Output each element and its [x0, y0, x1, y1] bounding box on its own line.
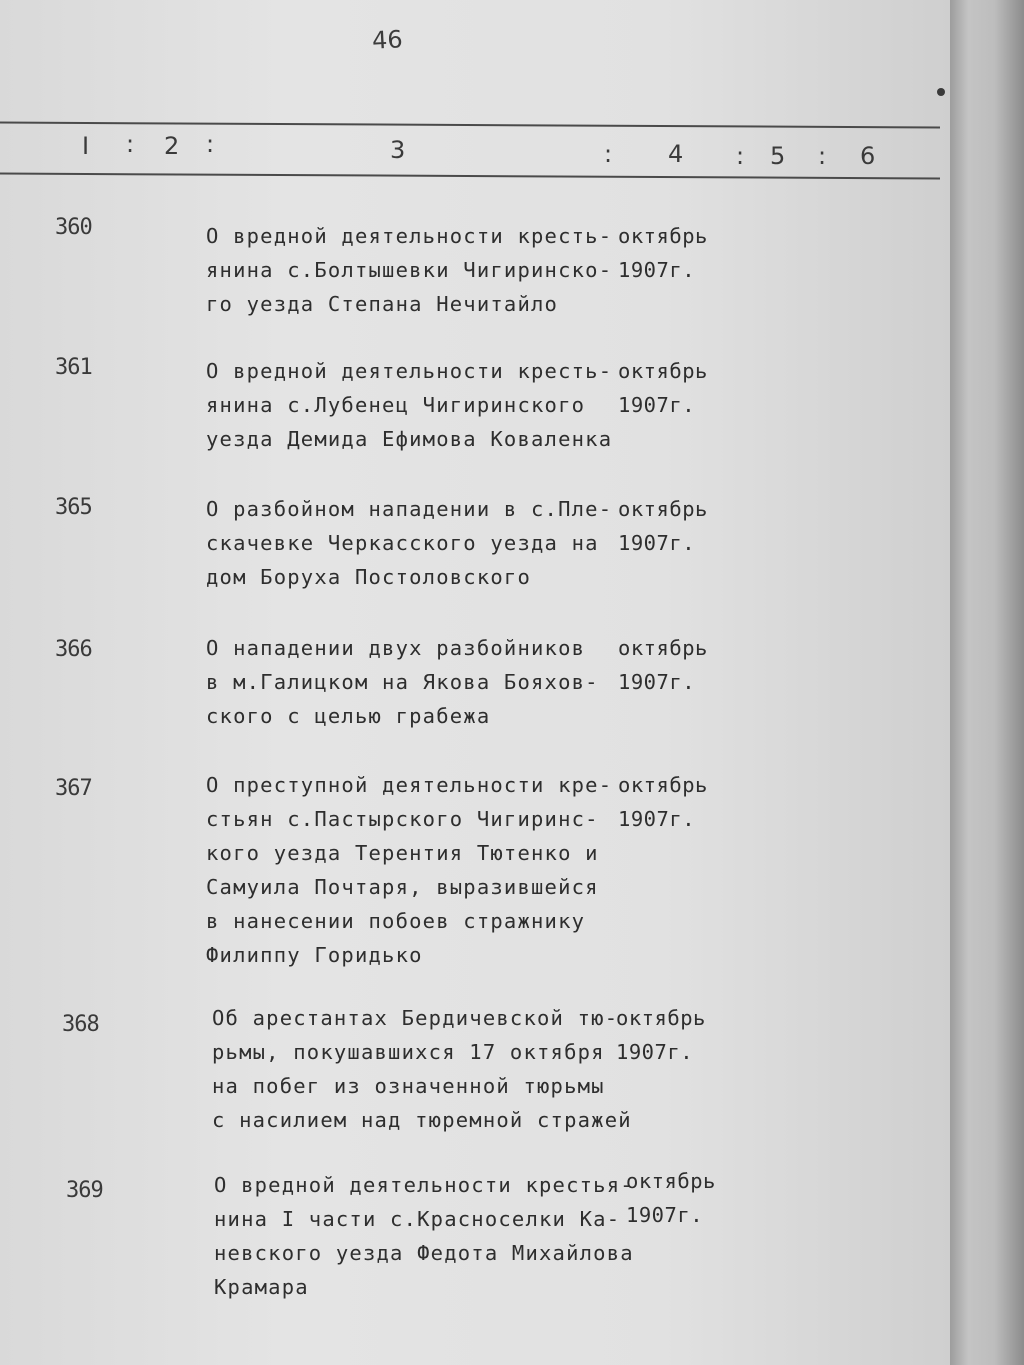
description-line: нина I части с.Красноселки Ка-	[214, 1207, 621, 1231]
date-year: 1907г.	[618, 807, 696, 831]
entry-number: 369	[66, 1178, 103, 1203]
column-separator: :	[736, 142, 745, 170]
entry-date	[618, 768, 708, 836]
description-line: О преступной деятельности кре-	[206, 773, 613, 797]
column-separator: :	[206, 130, 215, 158]
date-month: октябрь	[618, 224, 708, 248]
date-year: 1907г.	[626, 1203, 704, 1227]
description-line: го уезда Степана Нечитайло	[206, 292, 559, 316]
entry-description	[206, 354, 626, 456]
description-line: Об арестантах Бердичевской тю-	[212, 1006, 619, 1030]
description-line: дом Боруха Постоловского	[206, 565, 532, 589]
description-line: стьян с.Пастырского Чигиринс-	[206, 807, 599, 831]
entry-number: 360	[55, 215, 92, 240]
description-line: на побег из означенной тюрьмы	[212, 1074, 605, 1098]
entry-number: 365	[55, 495, 92, 520]
entry-description	[206, 631, 626, 733]
page-edge	[950, 0, 1024, 1365]
entry-date	[616, 1001, 706, 1069]
entry-number: 361	[55, 355, 92, 380]
entry-number: 368	[62, 1012, 99, 1037]
description-line: с насилием над тюремной стражей	[212, 1108, 632, 1132]
date-month: октябрь	[626, 1169, 716, 1193]
date-month: октябрь	[618, 497, 708, 521]
entry-description	[206, 768, 626, 972]
column-header-6: 6	[860, 142, 876, 170]
description-line: О разбойном нападении в с.Пле-	[206, 497, 613, 521]
description-line: янина с.Лубенец Чигиринского	[206, 393, 586, 417]
date-month: октябрь	[618, 773, 708, 797]
description-line: невского уезда Федота Михайлова	[214, 1241, 634, 1265]
entry-description	[206, 492, 626, 594]
date-month: октябрь	[616, 1006, 706, 1030]
description-line: О вредной деятельности кресть-	[206, 224, 613, 248]
entry-description	[206, 219, 626, 321]
column-header-3: 3	[390, 136, 406, 164]
description-line: рьмы, покушавшихся 17 октября	[212, 1040, 605, 1064]
column-separator: :	[604, 140, 613, 168]
entry-date	[618, 219, 708, 287]
date-year: 1907г.	[618, 258, 696, 282]
description-line: уезда Демида Ефимова Коваленка	[206, 427, 613, 451]
entry-date	[618, 492, 708, 560]
description-line: Филиппу Горидько	[206, 943, 423, 967]
page-number: 46	[371, 25, 404, 55]
entry-number: 366	[55, 637, 92, 662]
date-month: октябрь	[618, 359, 708, 383]
description-line: янина с.Болтышевки Чигиринско-	[206, 258, 613, 282]
description-line: скачевке Черкасского уезда на	[206, 531, 599, 555]
entry-date	[618, 354, 708, 422]
description-line: Крамара	[214, 1275, 309, 1299]
hole-punch-mark	[937, 88, 945, 96]
date-year: 1907г.	[616, 1040, 694, 1064]
description-line: в м.Галицком на Якова Бояхов-	[206, 670, 599, 694]
description-line: ского с целью грабежа	[206, 704, 491, 728]
column-separator: :	[126, 130, 135, 158]
date-year: 1907г.	[618, 393, 696, 417]
date-month: октябрь	[618, 636, 708, 660]
column-separator: :	[818, 142, 827, 170]
description-line: кого уезда Терентия Тютенко и	[206, 841, 599, 865]
description-line: О вредной деятельности кресть-	[206, 359, 613, 383]
entry-description	[214, 1168, 634, 1304]
entry-date	[618, 631, 708, 699]
column-header-1: I	[82, 132, 90, 160]
entry-description	[212, 1001, 632, 1137]
entry-date	[626, 1164, 716, 1232]
column-header-5: 5	[770, 142, 786, 170]
date-year: 1907г.	[618, 531, 696, 555]
date-year: 1907г.	[618, 670, 696, 694]
description-line: в нанесении побоев стражнику	[206, 909, 586, 933]
description-line: О вредной деятельности крестья-	[214, 1173, 634, 1197]
column-header-2: 2	[164, 132, 180, 160]
description-line: О нападении двух разбойников	[206, 636, 586, 660]
description-line: Самуила Почтаря, выразившейся	[206, 875, 599, 899]
column-header-4: 4	[668, 140, 684, 168]
entry-number: 367	[55, 776, 92, 801]
